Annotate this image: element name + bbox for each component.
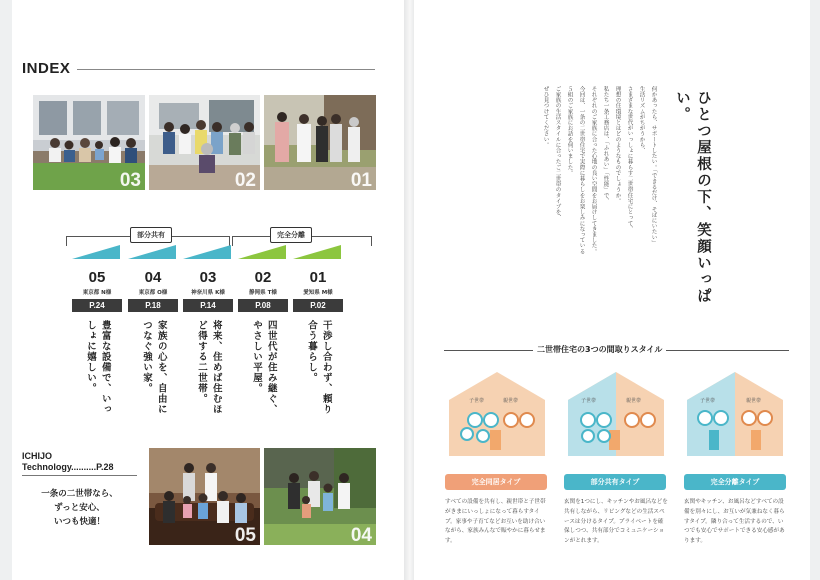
technology-copy-line: 一条の二世帯なら、 bbox=[41, 489, 118, 499]
intro-headline: ひとつ屋根の下、笑顔いっぱい。 bbox=[674, 90, 711, 305]
entry-flag bbox=[293, 245, 341, 259]
home-entry-03[interactable] bbox=[183, 244, 233, 420]
technology-title-line2: Technology..........P.28 bbox=[22, 462, 114, 473]
technology-copy-line: ずっと安心、 bbox=[54, 503, 105, 514]
type-label-full-cohabitation[interactable]: 完全同居タイプ bbox=[445, 474, 547, 490]
child-label: 子世帯 bbox=[581, 398, 597, 404]
index-title: INDEX bbox=[22, 60, 71, 77]
photo-number: 02 bbox=[234, 170, 256, 190]
technology-copy-line: いつも快適！ bbox=[53, 517, 105, 528]
photo-number: 05 bbox=[234, 525, 256, 545]
page-gutter bbox=[404, 0, 414, 580]
entry-page: P.02 bbox=[293, 299, 343, 312]
entry-catchphrase: 干渉し合わず、頼り合う暮らし。 bbox=[306, 320, 332, 415]
entry-page: P.18 bbox=[128, 299, 178, 312]
right-page bbox=[414, 0, 810, 580]
entry-catchphrase: 四世代が住み継ぐ、やさしい平屋。 bbox=[251, 320, 277, 415]
family-photo-05[interactable] bbox=[149, 448, 260, 545]
photo-number: 01 bbox=[350, 170, 372, 190]
entry-catchphrase: 将来、住めば住むほど得する二世帯。 bbox=[196, 320, 222, 415]
parent-label: 親世帯 bbox=[503, 398, 519, 404]
house-diagram-complete-separation bbox=[685, 370, 785, 458]
parent-label: 親世帯 bbox=[626, 398, 642, 404]
entry-place: 静岡県 T様 bbox=[249, 290, 277, 296]
house-diagram-partial-sharing bbox=[566, 370, 666, 458]
child-label: 子世帯 bbox=[469, 398, 485, 404]
photo-number: 03 bbox=[119, 170, 141, 190]
home-entry-04[interactable] bbox=[128, 244, 178, 420]
styles-title: 二世帯住宅の3つの間取りスタイル bbox=[533, 344, 666, 355]
house-diagram-full-cohabitation bbox=[447, 370, 547, 458]
entry-number: 05 bbox=[88, 269, 106, 286]
index-title-rule bbox=[77, 69, 375, 70]
intro-body-line: ５組のご家族にお話を伺いました。 bbox=[566, 86, 573, 176]
entry-number: 01 bbox=[309, 269, 327, 286]
child-label: 子世帯 bbox=[700, 398, 716, 404]
entry-page: P.08 bbox=[238, 299, 288, 312]
type-description: 玄関を1つにし、キッチンやお風呂などを共有しながら、リビングなどの生活スペースは分けるタイプ。プライベートを確保しつつ、共有部分でコミュニケーションがとれます。 bbox=[564, 499, 668, 545]
entry-catchphrase: 豊富な設備で、いっしょに嬉しい。 bbox=[85, 320, 111, 415]
family-photo-01[interactable] bbox=[264, 95, 376, 190]
intro-body-line: 何かあったら、サポートしたい。「できるだけ、そばにいたい」 bbox=[650, 86, 657, 246]
intro-body-line: 生活リズムがちがうから、 bbox=[638, 86, 645, 154]
type-label-complete-separation[interactable]: 完全分離タイプ bbox=[684, 474, 786, 490]
entry-number: 02 bbox=[254, 269, 272, 286]
intro-body-line: ご家族の生活スタイルに合ったご二世帯のタイプを、 bbox=[554, 86, 561, 221]
home-entry-01[interactable] bbox=[293, 244, 343, 420]
family-photo-03[interactable] bbox=[33, 95, 145, 190]
technology-copy bbox=[22, 487, 137, 529]
home-entry-02[interactable] bbox=[238, 244, 288, 420]
entry-flag bbox=[238, 245, 286, 259]
entry-place: 東京都 N様 bbox=[82, 290, 112, 296]
entry-flag bbox=[72, 245, 120, 259]
intro-body-line: 私たち一条工務店は、「ふれあい」「性能」で、 bbox=[602, 86, 609, 204]
type-description: 玄関やキッチン、お風呂などすべての設備を別々にし、お互いが気兼ねなく暮らすタイプ。隣り合って生活するので、いつでも安心でサポートできる安心感があります。 bbox=[684, 499, 785, 545]
technology-rule bbox=[22, 475, 137, 476]
entry-catchphrase: 家族の心を、自由につなぐ強い家。 bbox=[141, 320, 167, 415]
intro-body-line: 今回は、一条の二世帯住宅で実際に暮らしをお楽しみになっている bbox=[578, 86, 585, 254]
intro-body-line: さまざまな世代がいっしょに暮らす二世帯住宅にとって、 bbox=[626, 86, 633, 232]
family-photo-04[interactable] bbox=[264, 448, 376, 545]
home-entry-05[interactable] bbox=[72, 244, 122, 420]
entry-flag bbox=[183, 245, 231, 259]
intro-body-line: それぞれのご家族に合った心地の良い空間をお届けしてきました。 bbox=[590, 86, 597, 254]
type-label-partial-sharing[interactable]: 部分共有タイプ bbox=[564, 474, 666, 490]
entry-place: 東京都 O様 bbox=[138, 290, 168, 296]
technology-link[interactable] bbox=[22, 451, 114, 474]
entry-number: 03 bbox=[199, 269, 217, 286]
entry-place: 神奈川県 K様 bbox=[191, 290, 225, 296]
entry-page: P.24 bbox=[72, 299, 122, 312]
technology-title-line1: ICHIJO bbox=[22, 451, 53, 461]
intro-body-line: 理想の住環境とはどのようなものでしょうか。 bbox=[614, 86, 621, 204]
entry-page: P.14 bbox=[183, 299, 233, 312]
photo-number: 04 bbox=[350, 525, 372, 545]
intro-body-line: ぜひ見つけてください。 bbox=[542, 86, 549, 148]
entry-number: 04 bbox=[144, 269, 162, 286]
shared-group-label: 部分共有 bbox=[130, 227, 172, 243]
type-description: すべての設備を共有し、親世帯と子世帯がきまにいっしょになって暮らすタイプ。家事や子育てなどお互いを助け合いながら、家族みんなで賑やかに暮らせます。 bbox=[445, 499, 546, 545]
separate-group-label: 完全分離 bbox=[270, 227, 312, 243]
family-photo-02[interactable] bbox=[149, 95, 260, 190]
entry-flag bbox=[128, 245, 176, 259]
parent-label: 親世帯 bbox=[746, 398, 762, 404]
entry-place: 愛知県 M様 bbox=[303, 290, 333, 296]
